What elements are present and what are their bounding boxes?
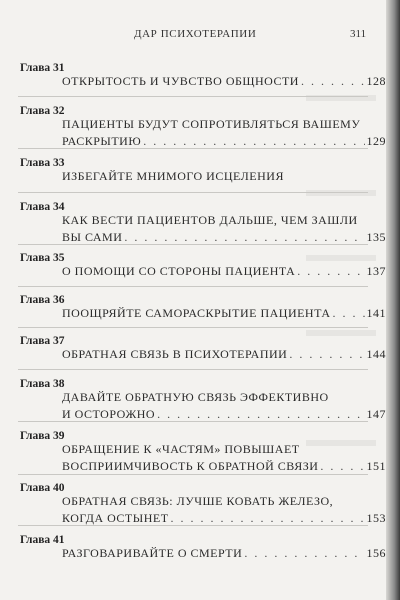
chapter-title-line: ДАВАЙТЕ ОБРАТНУЮ СВЯЗЬ ЭФФЕКТИВНО <box>62 390 329 404</box>
separator <box>18 421 368 422</box>
chapter-label: Глава 31 <box>20 62 65 74</box>
page-number: 311 <box>350 28 367 40</box>
toc-entry <box>20 429 386 473</box>
chapter-page-number: 128 <box>366 74 386 88</box>
separator <box>18 192 368 193</box>
running-title: ДАР ПСИХОТЕРАПИИ <box>134 28 257 40</box>
chapter-label: Глава 32 <box>20 105 65 117</box>
chapter-title-line: КАК ВЕСТИ ПАЦИЕНТОВ ДАЛЬШЕ, ЧЕМ ЗАШЛИ <box>62 213 358 227</box>
chapter-label: Глава 40 <box>20 482 65 494</box>
chapter-label: Глава 34 <box>20 201 65 213</box>
dot-leader <box>289 346 364 363</box>
chapter-title-text: ВОСПРИИМЧИВОСТЬ К ОБРАТНОЙ СВЯЗИ <box>62 459 319 473</box>
toc-entry <box>20 200 386 244</box>
chapter-title <box>62 389 386 423</box>
toc-entry <box>20 61 386 88</box>
chapter-title <box>62 346 386 363</box>
dot-leader <box>297 263 364 280</box>
separator <box>18 286 368 287</box>
chapter-label: Глава 38 <box>20 378 65 390</box>
chapter-title-line <box>62 458 386 475</box>
toc-entry <box>20 156 380 183</box>
separator <box>18 148 368 149</box>
chapter-title-line <box>62 346 386 363</box>
chapter-page-number: 135 <box>366 230 386 244</box>
separator <box>18 244 368 245</box>
chapter-title-text: КОГДА ОСТЫНЕТ <box>62 511 169 525</box>
chapter-title-line: ПАЦИЕНТЫ БУДУТ СОПРОТИВЛЯТЬСЯ ВАШЕМУ <box>62 117 361 131</box>
toc-entry <box>20 481 386 525</box>
separator <box>18 327 368 328</box>
chapter-label: Глава 36 <box>20 294 65 306</box>
chapter-page-number: 153 <box>366 511 386 525</box>
chapter-title-text: ВЫ САМИ <box>62 230 123 244</box>
separator <box>18 96 368 97</box>
chapter-page-number: 144 <box>366 347 386 361</box>
chapter-title <box>62 73 386 90</box>
chapter-page-number: 156 <box>366 546 386 560</box>
dot-leader <box>244 545 364 562</box>
chapter-title-line <box>62 305 386 322</box>
chapter-title <box>62 263 386 280</box>
chapter-page-number: 147 <box>366 407 386 421</box>
chapter-title-line <box>62 73 386 90</box>
chapter-title-text: ИЗБЕГАЙТЕ МНИМОГО ИСЦЕЛЕНИЯ <box>62 169 284 183</box>
separator <box>18 369 368 370</box>
chapter-title-text: ОТКРЫТОСТЬ И ЧУВСТВО ОБЩНОСТИ <box>62 74 299 88</box>
chapter-title <box>62 545 386 562</box>
chapter-label: Глава 37 <box>20 335 65 347</box>
toc-entry <box>20 293 386 320</box>
chapter-title-text: ПООЩРЯЙТЕ САМОРАСКРЫТИЕ ПАЦИЕНТА <box>62 306 331 320</box>
chapter-title-text: ОБРАТНАЯ СВЯЗЬ В ПСИХОТЕРАПИИ <box>62 347 288 361</box>
chapter-title <box>62 493 386 527</box>
chapter-page-number: 137 <box>366 264 386 278</box>
toc-entry <box>20 104 386 148</box>
chapter-page-number: 141 <box>366 306 386 320</box>
chapter-title-text: О ПОМОЩИ СО СТОРОНЫ ПАЦИЕНТА <box>62 264 296 278</box>
chapter-label: Глава 33 <box>20 157 65 169</box>
dot-leader <box>320 458 364 475</box>
toc-entry <box>20 251 386 278</box>
dot-leader <box>301 73 365 90</box>
chapter-title-line: ОБРАЩЕНИЕ К «ЧАСТЯМ» ПОВЫШАЕТ <box>62 442 300 456</box>
chapter-title <box>62 305 386 322</box>
toc-entry <box>20 377 386 421</box>
chapter-title-text: РАСКРЫТИЮ <box>62 134 142 148</box>
dot-leader <box>333 305 365 322</box>
page-edge-shadow <box>386 0 400 600</box>
toc-entry <box>20 334 386 361</box>
chapter-title-line: ОБРАТНАЯ СВЯЗЬ: ЛУЧШЕ КОВАТЬ ЖЕЛЕЗО, <box>62 494 334 508</box>
chapter-title <box>62 212 386 246</box>
chapter-title <box>62 441 386 475</box>
chapter-label: Глава 35 <box>20 252 65 264</box>
chapter-title <box>62 168 386 185</box>
chapter-title-line <box>62 263 386 280</box>
chapter-title-line <box>62 168 386 185</box>
chapter-title <box>62 116 386 150</box>
chapter-title-text: И ОСТОРОЖНО <box>62 407 156 421</box>
chapter-page-number: 151 <box>366 459 386 473</box>
toc-entry <box>20 533 386 560</box>
chapter-label: Глава 39 <box>20 430 65 442</box>
chapter-page-number: 129 <box>366 134 386 148</box>
chapter-label: Глава 41 <box>20 534 65 546</box>
separator <box>18 474 368 475</box>
chapter-title-line <box>62 545 386 562</box>
separator <box>18 525 368 526</box>
chapter-title-text: РАЗГОВАРИВАЙТЕ О СМЕРТИ <box>62 546 243 560</box>
